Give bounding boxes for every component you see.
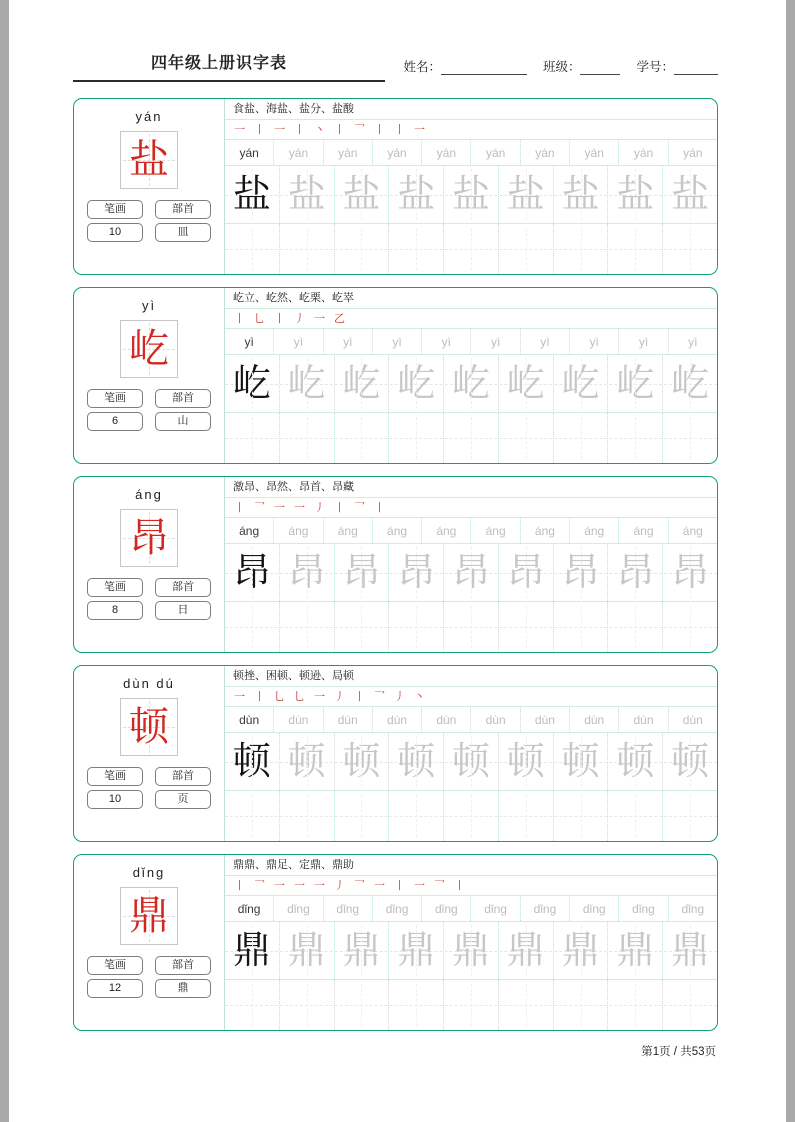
stroke-glyph: 一 (274, 501, 285, 514)
pinyin-cell: dǐng (225, 896, 274, 921)
class-field (543, 57, 621, 75)
pinyin-cell: dùn (619, 707, 668, 732)
pinyin-cell: áng (422, 518, 471, 543)
empty-cell (389, 224, 444, 274)
strokes-value: 8 (87, 601, 143, 620)
worksheet-page (9, 0, 786, 1122)
stroke-glyph: 丶 (414, 690, 425, 703)
strokes-label: 笔画 (87, 389, 143, 408)
pinyin-cell: áng (471, 518, 520, 543)
pinyin-cell: áng (682, 524, 703, 538)
empty-cell (663, 413, 717, 463)
char-cell: 屹 (444, 355, 499, 412)
pinyin-cell: yì (422, 329, 471, 354)
character-panel (74, 477, 224, 652)
stroke-glyph: 丨 (394, 879, 405, 892)
char-cell: 鼎 (554, 922, 609, 979)
char-cell: 顿 (499, 733, 554, 790)
class-label: 班级： (542, 60, 581, 74)
pinyin-cell: dǐng (681, 902, 705, 916)
stroke-glyph: 乛 (354, 123, 365, 136)
stroke-glyph: 丨 (234, 879, 245, 892)
empty-cell (499, 791, 554, 841)
practice-grid (224, 288, 717, 463)
pinyin-cell: áng (324, 518, 373, 543)
char-cell: 鼎 (608, 922, 663, 979)
footer (73, 1043, 718, 1059)
pinyin-cell: dǐng (274, 896, 323, 921)
character-panel (74, 855, 224, 1030)
char-cell: 鼎 (444, 922, 499, 979)
class-blank (580, 62, 620, 75)
pinyin-cell: yán (619, 140, 668, 165)
empty-cell (335, 224, 390, 274)
char-cell: 昂 (225, 544, 280, 601)
radical-label: 部首 (155, 956, 211, 975)
empty-cell (608, 602, 663, 652)
section-pinyin: dǐng (132, 865, 166, 880)
practice-grid (224, 99, 717, 274)
char-cell: 屹 (389, 355, 444, 412)
pinyin-row (225, 896, 717, 922)
pinyin-cell: yán (471, 140, 520, 165)
pinyin-cell: dùn (225, 707, 274, 732)
character-section (73, 98, 718, 275)
character-section (73, 476, 718, 653)
char-cell: 屹 (335, 355, 390, 412)
radical-column (155, 200, 211, 242)
char-cell: 鼎 (335, 922, 390, 979)
empty-row (225, 791, 717, 841)
section-pinyin: yán (135, 109, 163, 124)
pinyin-cell: dùn (274, 707, 323, 732)
pinyin-cell: yán (373, 140, 422, 165)
pinyin-cell: dùn (324, 707, 373, 732)
empty-cell (608, 791, 663, 841)
radical-column (155, 389, 211, 431)
pinyin-cell: yán (683, 146, 703, 160)
stroke-glyph: 丿 (334, 690, 345, 703)
pinyin-cell: yán (274, 140, 323, 165)
empty-cell (225, 413, 280, 463)
empty-cell (663, 791, 717, 841)
pinyin-cell: áng (521, 518, 570, 543)
empty-cell (335, 791, 390, 841)
radical-label: 部首 (155, 200, 211, 219)
empty-row (225, 980, 717, 1030)
pinyin-cell: yì (225, 329, 274, 354)
empty-cell (554, 224, 609, 274)
empty-cell (280, 224, 335, 274)
char-cell: 屹 (280, 355, 335, 412)
char-cell: 顿 (225, 733, 280, 790)
empty-cell (389, 791, 444, 841)
pinyin-cell: áng (619, 518, 668, 543)
stroke-glyph: 乛 (254, 501, 265, 514)
pinyin-cell: dǐng (471, 896, 520, 921)
char-cell: 盐 (225, 166, 280, 223)
stroke-glyph: 丶 (314, 123, 325, 136)
stroke-glyph: 丨 (294, 123, 305, 136)
stroke-glyph: 丿 (314, 501, 325, 514)
empty-cell (389, 980, 444, 1030)
words-text: 顿挫、困顿、顿逊、局顿 (225, 666, 717, 687)
empty-cell (554, 602, 609, 652)
pinyin-row (225, 329, 717, 355)
stroke-glyph: 一 (274, 879, 285, 892)
words-text: 屹立、屹然、屹栗、屹崒 (225, 288, 717, 309)
stroke-glyph: 丨 (394, 123, 405, 136)
strokes-column (87, 389, 143, 431)
stroke-glyph: 一 (294, 879, 305, 892)
pinyin-cell: dǐng (373, 896, 422, 921)
strokes-value: 10 (87, 790, 143, 809)
character-info (87, 767, 211, 809)
radical-value: 页 (155, 790, 211, 809)
stroke-glyph: 一 (314, 312, 325, 325)
radical-value: 鼎 (155, 979, 211, 998)
name-label: 姓名： (403, 60, 441, 74)
empty-row (225, 602, 717, 652)
empty-cell (444, 980, 499, 1030)
char-cell: 屹 (499, 355, 554, 412)
stroke-glyph: 丨 (234, 312, 245, 325)
char-cell: 鼎 (225, 922, 280, 979)
empty-row (225, 224, 717, 274)
strokes-column (87, 956, 143, 998)
radical-label: 部首 (155, 578, 211, 597)
empty-cell (389, 602, 444, 652)
section-pinyin: yì (141, 298, 157, 313)
character-section (73, 287, 718, 464)
char-row (225, 166, 717, 224)
empty-cell (335, 980, 390, 1030)
char-row (225, 355, 717, 413)
pinyin-row (225, 518, 717, 544)
practice-grid (224, 666, 717, 841)
empty-cell (499, 980, 554, 1030)
stroke-glyph: 一 (234, 123, 245, 136)
character-box (120, 320, 178, 378)
char-cell: 顿 (335, 733, 390, 790)
stroke-glyph: 一 (314, 879, 325, 892)
char-cell: 昂 (280, 544, 335, 601)
empty-cell (608, 413, 663, 463)
character-section (73, 854, 718, 1031)
stroke-glyph: 乛 (434, 879, 445, 892)
pinyin-cell: yì (688, 335, 698, 349)
radical-label: 部首 (155, 767, 211, 786)
strokes-column (87, 200, 143, 242)
pinyin-cell: dùn (373, 707, 422, 732)
pinyin-row (225, 707, 717, 733)
char-cell: 昂 (663, 544, 717, 601)
stroke-glyph: 丿 (334, 879, 345, 892)
char-cell: 昂 (335, 544, 390, 601)
pinyin-cell: yì (373, 329, 422, 354)
stroke-order-row (225, 498, 717, 518)
sections (73, 98, 718, 1031)
stroke-glyph: 乚 (294, 690, 305, 703)
stroke-glyph: 一 (414, 123, 425, 136)
stroke-glyph: 乛 (254, 879, 265, 892)
char-cell: 盐 (280, 166, 335, 223)
radical-column (155, 956, 211, 998)
stroke-order-row (225, 120, 717, 140)
main-character: 盐 (129, 137, 169, 182)
stroke-glyph: 乛 (354, 879, 365, 892)
strokes-label: 笔画 (87, 767, 143, 786)
main-character: 鼎 (129, 893, 169, 938)
student-fields (385, 57, 718, 82)
empty-cell (225, 224, 280, 274)
empty-cell (608, 224, 663, 274)
character-box (120, 509, 178, 567)
stroke-glyph: 一 (234, 690, 245, 703)
stroke-glyph: 丨 (334, 123, 345, 136)
char-cell: 盐 (335, 166, 390, 223)
strokes-value: 10 (87, 223, 143, 242)
strokes-label: 笔画 (87, 578, 143, 597)
stroke-glyph: 丨 (254, 690, 265, 703)
pinyin-cell: áng (274, 518, 323, 543)
character-section (73, 665, 718, 842)
empty-cell (554, 413, 609, 463)
stroke-glyph: 丨 (334, 501, 345, 514)
character-panel (74, 288, 224, 463)
stroke-glyph: 乚 (254, 312, 265, 325)
empty-cell (608, 980, 663, 1030)
student-id-field (636, 57, 718, 75)
char-cell: 盐 (444, 166, 499, 223)
pinyin-cell: áng (373, 518, 422, 543)
pinyin-cell: yì (324, 329, 373, 354)
char-cell: 昂 (444, 544, 499, 601)
char-cell: 鼎 (663, 922, 717, 979)
stroke-glyph: 丨 (354, 690, 365, 703)
words-text: 食盐、海盐、盐分、盐酸 (225, 99, 717, 120)
empty-cell (225, 980, 280, 1030)
stroke-glyph: 一 (274, 123, 285, 136)
stroke-glyph: 丨 (374, 501, 385, 514)
pinyin-cell: áng (225, 518, 274, 543)
title-underline (73, 50, 385, 82)
pinyin-cell: yì (521, 329, 570, 354)
char-cell: 顿 (663, 733, 717, 790)
empty-cell (335, 602, 390, 652)
empty-cell (280, 602, 335, 652)
character-box (120, 131, 178, 189)
pinyin-cell: yán (422, 140, 471, 165)
page-title: 四年级上册识字表 (151, 55, 288, 72)
stroke-glyph: 一 (414, 879, 425, 892)
character-panel (74, 99, 224, 274)
empty-cell (499, 413, 554, 463)
strokes-column (87, 578, 143, 620)
char-cell: 屹 (663, 355, 717, 412)
stroke-order-row (225, 309, 717, 329)
stroke-glyph: 丨 (374, 123, 385, 136)
character-info (87, 389, 211, 431)
pinyin-cell: áng (570, 518, 619, 543)
strokes-label: 笔画 (87, 956, 143, 975)
pinyin-cell: yì (274, 329, 323, 354)
radical-value: 皿 (155, 223, 211, 242)
main-character: 昂 (129, 515, 169, 560)
char-row (225, 544, 717, 602)
char-cell: 盐 (663, 166, 717, 223)
empty-cell (554, 791, 609, 841)
main-character: 顿 (129, 704, 169, 749)
pinyin-cell: yì (570, 329, 619, 354)
pinyin-cell: dùn (682, 713, 703, 727)
student-id-blank (674, 62, 718, 75)
section-pinyin: áng (135, 487, 163, 502)
strokes-label: 笔画 (87, 200, 143, 219)
pinyin-cell: dùn (521, 707, 570, 732)
name-field (403, 57, 527, 75)
character-panel (74, 666, 224, 841)
pinyin-cell: yán (570, 140, 619, 165)
char-cell: 顿 (389, 733, 444, 790)
char-cell: 顿 (608, 733, 663, 790)
words-text: 激昂、昂然、昂首、昂藏 (225, 477, 717, 498)
strokes-value: 6 (87, 412, 143, 431)
stroke-glyph: 丨 (274, 312, 285, 325)
empty-cell (280, 791, 335, 841)
stroke-glyph: 乚 (274, 690, 285, 703)
empty-cell (444, 224, 499, 274)
pinyin-cell: yì (619, 329, 668, 354)
empty-cell (444, 413, 499, 463)
empty-cell (280, 413, 335, 463)
character-info (87, 578, 211, 620)
practice-grid (224, 855, 717, 1030)
stroke-order-row (225, 876, 717, 896)
empty-cell (444, 602, 499, 652)
char-cell: 昂 (554, 544, 609, 601)
pinyin-cell: dùn (471, 707, 520, 732)
char-cell: 顿 (554, 733, 609, 790)
page-indicator: 第1页 / 共53页 (641, 1046, 716, 1058)
empty-cell (663, 602, 717, 652)
char-cell: 顿 (444, 733, 499, 790)
radical-column (155, 767, 211, 809)
main-character: 屹 (129, 326, 169, 371)
pinyin-cell: yán (521, 140, 570, 165)
empty-cell (554, 980, 609, 1030)
name-blank (441, 62, 527, 75)
char-row (225, 922, 717, 980)
character-info (87, 956, 211, 998)
header (73, 50, 718, 82)
empty-cell (335, 413, 390, 463)
pinyin-cell: yán (225, 140, 274, 165)
char-cell: 鼎 (499, 922, 554, 979)
stroke-glyph: 丿 (394, 690, 405, 703)
practice-grid (224, 477, 717, 652)
pinyin-cell: dǐng (521, 896, 570, 921)
char-cell: 盐 (554, 166, 609, 223)
pinyin-cell: dǐng (422, 896, 471, 921)
char-cell: 盐 (608, 166, 663, 223)
stroke-glyph: 乛 (354, 501, 365, 514)
empty-cell (225, 602, 280, 652)
section-pinyin: dùn dú (123, 676, 175, 691)
stroke-glyph: 丨 (234, 501, 245, 514)
pinyin-cell: yì (471, 329, 520, 354)
empty-cell (499, 602, 554, 652)
character-box (120, 698, 178, 756)
empty-cell (499, 224, 554, 274)
strokes-column (87, 767, 143, 809)
character-info (87, 200, 211, 242)
strokes-value: 12 (87, 979, 143, 998)
char-row (225, 733, 717, 791)
char-cell: 顿 (280, 733, 335, 790)
radical-column (155, 578, 211, 620)
stroke-glyph: 丨 (454, 879, 465, 892)
empty-row (225, 413, 717, 463)
stroke-glyph: 丿 (294, 312, 305, 325)
pinyin-cell: dǐng (324, 896, 373, 921)
student-id-label: 学号： (636, 60, 674, 74)
empty-cell (389, 413, 444, 463)
char-cell: 昂 (389, 544, 444, 601)
pinyin-row (225, 140, 717, 166)
stroke-glyph: 一 (294, 501, 305, 514)
stroke-order-row (225, 687, 717, 707)
char-cell: 屹 (225, 355, 280, 412)
empty-cell (663, 224, 717, 274)
radical-value: 山 (155, 412, 211, 431)
pinyin-cell: dǐng (619, 896, 668, 921)
radical-label: 部首 (155, 389, 211, 408)
empty-cell (444, 791, 499, 841)
char-cell: 屹 (554, 355, 609, 412)
char-cell: 昂 (499, 544, 554, 601)
pinyin-cell: yán (324, 140, 373, 165)
empty-cell (280, 980, 335, 1030)
stroke-glyph: 一 (314, 690, 325, 703)
pinyin-cell: dǐng (570, 896, 619, 921)
stroke-glyph: 丨 (254, 123, 265, 136)
empty-cell (225, 791, 280, 841)
radical-value: 日 (155, 601, 211, 620)
char-cell: 屹 (608, 355, 663, 412)
stroke-glyph: 一 (374, 879, 385, 892)
char-cell: 盐 (389, 166, 444, 223)
words-text: 鼎鼎、鼎足、定鼎、鼎助 (225, 855, 717, 876)
character-box (120, 887, 178, 945)
stroke-glyph: 乙 (334, 312, 345, 325)
char-cell: 鼎 (389, 922, 444, 979)
stroke-glyph: 乛 (374, 690, 385, 703)
pinyin-cell: dùn (570, 707, 619, 732)
char-cell: 盐 (499, 166, 554, 223)
char-cell: 昂 (608, 544, 663, 601)
empty-cell (663, 980, 717, 1030)
pinyin-cell: dùn (422, 707, 471, 732)
char-cell: 鼎 (280, 922, 335, 979)
